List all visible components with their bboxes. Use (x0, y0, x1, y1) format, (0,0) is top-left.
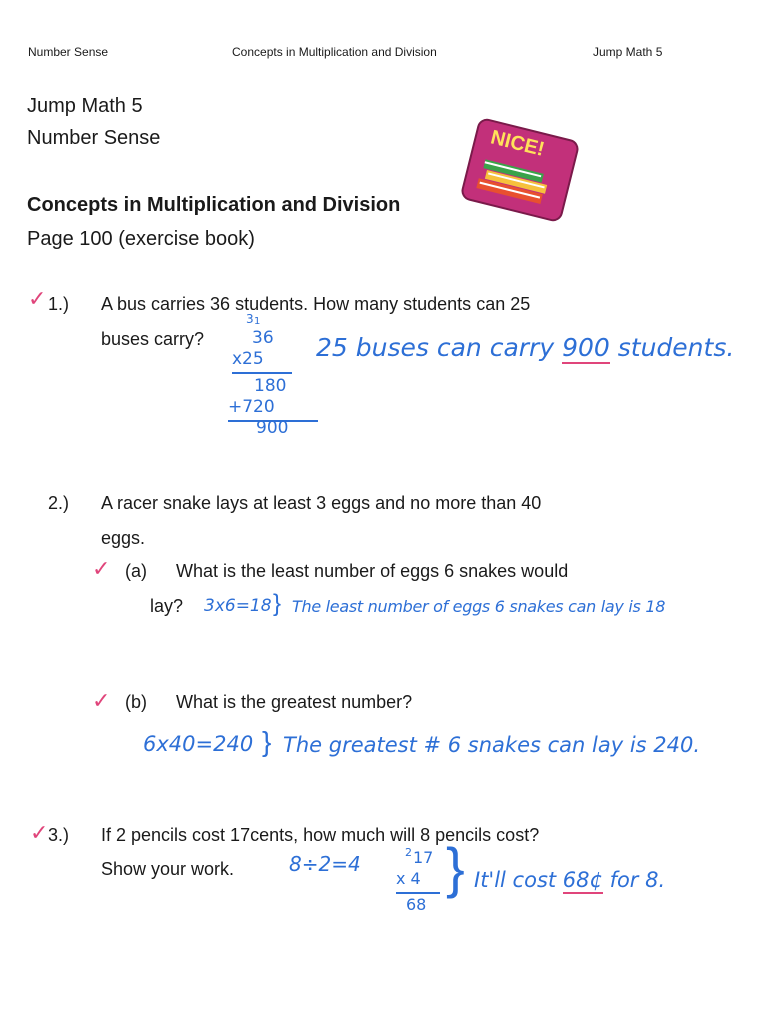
q2b-work: 6x40=240 (143, 732, 254, 756)
q2a-label: (a) (125, 561, 147, 581)
q1-work-p2: +720 (228, 397, 275, 417)
q1-answer: 25 buses can carry 900 students. (316, 333, 735, 362)
section-title: Concepts in Multiplication and Division (27, 194, 401, 216)
header-center: Concepts in Multiplication and Division (232, 45, 437, 59)
q3-division: 8÷2=4 (289, 852, 361, 876)
header-right: Jump Math 5 (593, 45, 663, 59)
q1-work-mult: x25 (232, 349, 264, 369)
q3-brace: } (446, 836, 465, 899)
q2a-text-line1: What is the least number of eggs 6 snakes would (176, 561, 569, 581)
books-icon (473, 155, 560, 213)
q1-work-p1: 180 (254, 376, 287, 396)
q2b-text: What is the greatest number? (176, 692, 413, 712)
q2-text-line2: eggs. (101, 528, 146, 548)
q1-work-top: 36 (252, 328, 274, 348)
doc-subtitle: Number Sense (27, 127, 161, 149)
q2a-work: 3x6=18 (204, 596, 272, 616)
page-reference: Page 100 (exercise book) (27, 228, 255, 250)
q1-number: 1.) (48, 294, 70, 314)
q2a-text-line2: lay? (150, 596, 184, 616)
q3-work-mult: x 4 (396, 869, 421, 888)
q3-answer: It'll cost 68¢ for 8. (474, 868, 666, 892)
check-mark-q2b: ✓ (92, 688, 111, 713)
q3-number: 3.) (48, 825, 70, 845)
q1-text-line1: A bus carries 36 students. How many students can 25 (101, 294, 531, 314)
q2b-brace: } (262, 726, 272, 757)
q3-carry: 2 (405, 846, 412, 859)
check-mark-q3: ✓ (30, 820, 49, 845)
check-mark-q2a: ✓ (92, 556, 111, 581)
check-mark-q1: ✓ (28, 286, 47, 311)
q2a-brace: } (273, 590, 282, 617)
q1-work-result: 900 (256, 418, 289, 438)
q1-text-line2: buses carry? (101, 329, 205, 349)
nice-sticker (459, 117, 580, 224)
q3-text-line2: Show your work. (101, 859, 235, 879)
header-left: Number Sense (28, 45, 109, 59)
doc-title: Jump Math 5 (27, 95, 143, 117)
q3-answer-number: 68¢ (562, 868, 603, 892)
q3-work-top: 17 (413, 848, 434, 867)
sticker-text: NICE! (488, 126, 547, 161)
q1-carry2: 1 (254, 316, 261, 327)
q2b-label: (b) (125, 692, 147, 712)
q2a-answer: The least number of eggs 6 snakes can lay is 18 (292, 597, 666, 616)
q1-answer-number: 900 (562, 333, 610, 362)
q2b-answer: The greatest # 6 snakes can lay is 240. (283, 733, 701, 757)
q3-text-line1: If 2 pencils cost 17cents, how much will 8 pencils cost? (101, 825, 540, 845)
q2-text-line1: A racer snake lays at least 3 eggs and no more than 40 (101, 493, 542, 513)
q3-work-result: 68 (406, 895, 427, 914)
q2-number: 2.) (48, 493, 70, 513)
q1-carry: 3 (246, 312, 254, 326)
